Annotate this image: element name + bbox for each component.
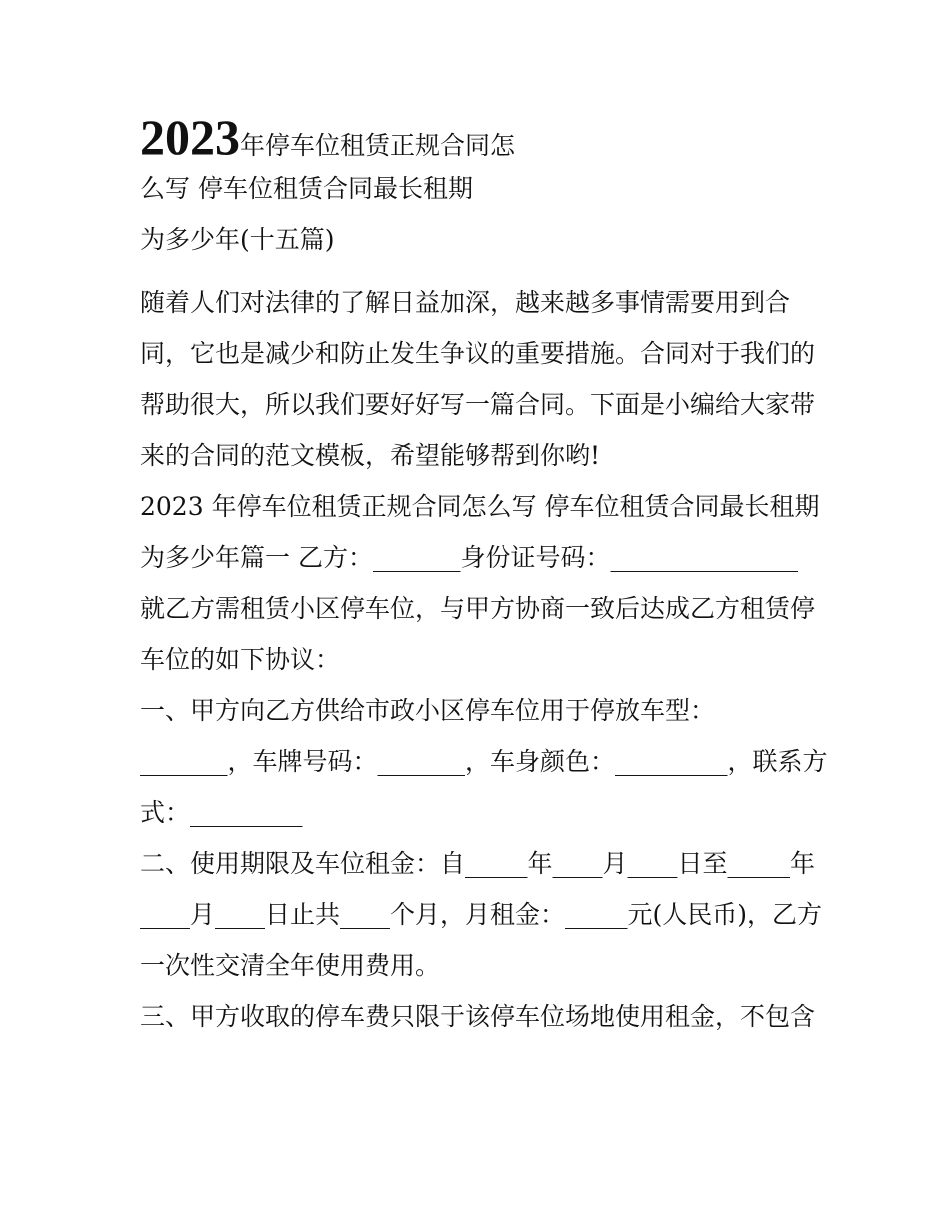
title-year: 2023 xyxy=(140,109,240,165)
paragraph-agreement xyxy=(140,583,820,685)
body-line: 随着人们对法律的了解日益加深，越来越多事情需要用到合 xyxy=(140,288,791,317)
body-line: 帮助很大，所以我们要好好写一篇合同。下面是小编给大家带 xyxy=(140,390,816,419)
body-line: 一次性交清全年使用费用。 xyxy=(140,951,441,980)
paragraph-article-heading xyxy=(140,481,820,583)
clause-two xyxy=(140,838,823,991)
body-line: 同，它也是减少和防止发生争议的重要措施。合同对于我们的 xyxy=(140,339,816,368)
body-line: _______，车牌号码：_______，车身颜色：_________，联系方 xyxy=(140,747,828,776)
clause-one xyxy=(140,685,828,838)
body-line: 三、甲方收取的停车费只限于该停车位场地使用租金，不包含 xyxy=(140,1002,816,1031)
body-line: 就乙方需租赁小区停车位，与甲方协商一致后达成乙方租赁停 xyxy=(140,594,816,623)
body-line: 一、甲方向乙方供给市政小区停车位用于停放车型： xyxy=(140,696,716,725)
body-line: ____月____日止共____个月，月租金：_____元(人民币)，乙方 xyxy=(140,900,823,929)
title-line-3: 为多少年(十五篇) xyxy=(140,225,335,254)
body-line: 车位的如下协议： xyxy=(140,645,341,674)
body-line: 式：_________ xyxy=(140,798,303,827)
body-line: 来的合同的范文模板，希望能够帮到你哟! xyxy=(140,441,601,470)
document-page xyxy=(140,109,828,1042)
title-line-1 xyxy=(140,109,820,165)
title-line-1-text: 年停车位租赁正规合同怎 xyxy=(240,131,516,160)
body-line: 为多少年篇一 乙方：_______身份证号码：_______________ xyxy=(140,543,798,572)
paragraph-intro xyxy=(140,277,820,481)
title-line-2: 么写 停车位租赁合同最长租期 xyxy=(140,174,473,203)
clause-three xyxy=(140,991,820,1042)
document-body xyxy=(140,277,828,1042)
body-line: 2023 年停车位租赁正规合同怎么写 停车位租赁合同最长租期 xyxy=(140,492,820,521)
body-line: 二、使用期限及车位租金：自_____年____月____日至_____年 xyxy=(140,849,816,878)
document-title xyxy=(140,109,820,265)
